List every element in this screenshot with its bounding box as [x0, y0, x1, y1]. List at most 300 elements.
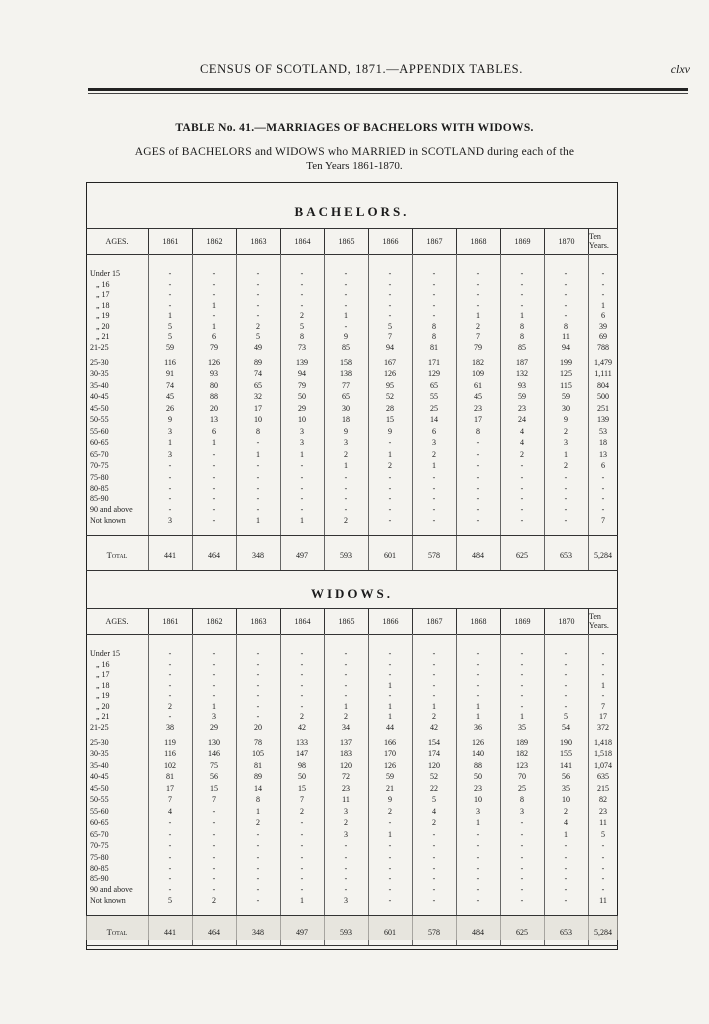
table-cell: - — [432, 516, 436, 525]
table-cell: - — [601, 269, 605, 278]
table-cell: - — [344, 841, 348, 850]
table-cell: 1 — [300, 450, 304, 459]
table-cell: - — [432, 484, 436, 493]
table-cell: 1,111 — [594, 369, 612, 378]
table-cell: - — [564, 702, 568, 711]
table-cell: - — [344, 280, 348, 289]
table-cell: 141 — [560, 761, 572, 770]
table-cell: 155 — [560, 749, 572, 758]
table-cell: 8 — [432, 322, 436, 331]
total-rule-top — [86, 535, 618, 536]
table-cell: 5 — [168, 322, 172, 331]
table-cell: 94 — [298, 369, 306, 378]
table-cell: - — [388, 269, 392, 278]
table-cell: 2 — [564, 427, 568, 436]
table-cell: - — [520, 280, 524, 289]
table-cell: - — [300, 874, 304, 883]
table-cell: 1 — [256, 450, 260, 459]
table-cell: 18 — [342, 415, 350, 424]
total-cell: 593 — [340, 550, 352, 560]
table-cell: 1 — [344, 702, 348, 711]
table-cell: - — [300, 818, 304, 827]
table-cell: - — [212, 494, 216, 503]
table-cell: 4 — [564, 818, 568, 827]
table-cell: 88 — [474, 761, 482, 770]
table-cell: 788 — [597, 343, 609, 352]
table-cell: 17 — [474, 415, 482, 424]
table-cell: 23 — [599, 807, 607, 816]
table-cell: 147 — [296, 749, 308, 758]
table-cell: - — [212, 691, 216, 700]
table-cell: - — [520, 830, 524, 839]
table-cell: - — [300, 670, 304, 679]
table-cell: - — [256, 280, 260, 289]
table-cell: - — [256, 853, 260, 862]
column-header-ages: AGES. — [105, 236, 129, 246]
table-cell: 140 — [472, 749, 484, 758]
table-cell: 1 — [344, 461, 348, 470]
table-cell: 3 — [300, 438, 304, 447]
table-cell: 5 — [256, 332, 260, 341]
table-cell: 6 — [212, 427, 216, 436]
table-cell: - — [476, 461, 480, 470]
table-cell: 11 — [342, 795, 350, 804]
table-cell: - — [212, 280, 216, 289]
table-cell: - — [432, 691, 436, 700]
table-cell: 2 — [256, 322, 260, 331]
table-cell: 1 — [476, 712, 480, 721]
age-label: „ 16 — [96, 660, 110, 669]
table-cell: - — [476, 438, 480, 447]
column-header-year: 1862 — [192, 228, 236, 254]
table-cell: 2 — [432, 712, 436, 721]
table-cell: - — [344, 649, 348, 658]
table-cell: 1,418 — [594, 738, 612, 747]
table-cell: - — [520, 301, 524, 310]
table-cell: - — [168, 290, 172, 299]
table-cell: 187 — [516, 358, 528, 367]
table-cell: - — [300, 505, 304, 514]
table-cell: 50 — [298, 772, 306, 781]
table-cell: 2 — [344, 818, 348, 827]
table-cell: 146 — [208, 749, 220, 758]
table-cell: 10 — [474, 795, 482, 804]
table-cell: 59 — [166, 343, 174, 352]
age-label: 85-90 — [90, 494, 109, 503]
table-cell: 65 — [430, 381, 438, 390]
age-label: 50-55 — [90, 415, 109, 424]
table-cell: - — [520, 494, 524, 503]
table-cell: 8 — [520, 322, 524, 331]
table-cell: - — [601, 885, 605, 894]
table-cell: 53 — [599, 427, 607, 436]
table-cell: - — [212, 807, 216, 816]
table-cell: 23 — [342, 784, 350, 793]
table-cell: 13 — [210, 415, 218, 424]
column-header-ten-years: Ten Years. — [588, 228, 618, 254]
column-header-year: 1870 — [544, 608, 588, 634]
table-cell: - — [388, 841, 392, 850]
age-label: Not known — [90, 516, 126, 525]
table-cell: 8 — [256, 427, 260, 436]
age-label: 35-40 — [90, 381, 109, 390]
table-cell: - — [300, 681, 304, 690]
table-cell: - — [564, 516, 568, 525]
table-cell: 804 — [597, 381, 609, 390]
column-header-year: 1870 — [544, 228, 588, 254]
table-cell: - — [256, 461, 260, 470]
table-cell: 126 — [472, 738, 484, 747]
table-cell: 28 — [386, 404, 394, 413]
table-cell: - — [601, 670, 605, 679]
table-cell: - — [520, 516, 524, 525]
table-cell: 2 — [344, 450, 348, 459]
age-label: 75-80 — [90, 853, 109, 862]
double-rule-bottom — [88, 93, 688, 94]
table-cell: 8 — [300, 332, 304, 341]
table-cell: - — [520, 896, 524, 905]
table-cell: - — [388, 494, 392, 503]
age-label: 75-80 — [90, 473, 109, 482]
table-cell: 91 — [166, 369, 174, 378]
table-cell: 2 — [388, 807, 392, 816]
table-cell: - — [432, 280, 436, 289]
table-cell: 3 — [168, 516, 172, 525]
table-cell: - — [388, 516, 392, 525]
total-cell: 5,284 — [594, 927, 612, 937]
table-cell: 34 — [342, 723, 350, 732]
table-cell: - — [256, 660, 260, 669]
table-cell: - — [564, 280, 568, 289]
table-cell: - — [564, 841, 568, 850]
table-cell: - — [564, 301, 568, 310]
table-cell: - — [388, 853, 392, 862]
table-cell: 4 — [168, 807, 172, 816]
table-cell: - — [300, 473, 304, 482]
header-rule-bottom — [86, 254, 618, 255]
table-cell: - — [520, 885, 524, 894]
table-cell: - — [520, 841, 524, 850]
age-label: 40-45 — [90, 772, 109, 781]
table-cell: 59 — [518, 392, 526, 401]
table-cell: 3 — [344, 830, 348, 839]
table-cell: - — [168, 712, 172, 721]
age-label: 90 and above — [90, 885, 133, 894]
table-cell: 50 — [298, 392, 306, 401]
table-cell: 56 — [562, 772, 570, 781]
table-cell: 3 — [520, 807, 524, 816]
table-cell: - — [564, 473, 568, 482]
table-cell: 18 — [599, 438, 607, 447]
table-cell: - — [476, 896, 480, 905]
table-cell: 1 — [388, 702, 392, 711]
table-cell: - — [212, 311, 216, 320]
total-rule-bottom — [86, 570, 618, 571]
age-label: 30-35 — [90, 369, 109, 378]
table-cell: - — [388, 473, 392, 482]
age-label: 55-60 — [90, 807, 109, 816]
table-cell: - — [476, 885, 480, 894]
table-cell: 15 — [210, 784, 218, 793]
table-cell: - — [300, 830, 304, 839]
table-cell: 139 — [597, 415, 609, 424]
table-cell: - — [168, 853, 172, 862]
table-cell: - — [601, 649, 605, 658]
table-cell: - — [344, 670, 348, 679]
table-cell: 49 — [254, 343, 262, 352]
table-cell: - — [476, 301, 480, 310]
table-cell: - — [168, 461, 172, 470]
table-cell: - — [476, 830, 480, 839]
table-cell: - — [388, 438, 392, 447]
table-cell: - — [564, 660, 568, 669]
table-cell: 89 — [254, 772, 262, 781]
total-cell: 497 — [296, 927, 308, 937]
table-cell: - — [212, 864, 216, 873]
table-cell: - — [344, 301, 348, 310]
table-cell: 1 — [388, 681, 392, 690]
table-cell: 1 — [476, 818, 480, 827]
age-label: „ 19 — [96, 311, 110, 320]
table-cell: - — [432, 494, 436, 503]
table-cell: 2 — [388, 461, 392, 470]
table-cell: - — [564, 681, 568, 690]
table-cell: 79 — [298, 381, 306, 390]
table-cell: 78 — [254, 738, 262, 747]
table-cell: - — [520, 649, 524, 658]
column-header-year: 1861 — [148, 608, 192, 634]
table-cell: 1 — [212, 702, 216, 711]
column-header-year: 1864 — [280, 228, 324, 254]
table-cell: - — [432, 841, 436, 850]
total-cell: 653 — [560, 927, 572, 937]
column-header-year: 1862 — [192, 608, 236, 634]
table-cell: 2 — [300, 712, 304, 721]
table-cell: - — [601, 874, 605, 883]
table-cell: - — [388, 301, 392, 310]
table-cell: - — [601, 290, 605, 299]
table-cell: - — [520, 269, 524, 278]
section-heading — [86, 192, 618, 232]
table-cell: - — [432, 649, 436, 658]
table-cell: - — [564, 896, 568, 905]
age-label: 85-90 — [90, 874, 109, 883]
table-cell: 2 — [256, 818, 260, 827]
table-cell: 189 — [516, 738, 528, 747]
table-cell: - — [300, 691, 304, 700]
table-cell: 6 — [601, 311, 605, 320]
table-cell: 1 — [344, 311, 348, 320]
table-cell: 166 — [384, 738, 396, 747]
table-cell: - — [520, 864, 524, 873]
table-cell: - — [388, 660, 392, 669]
table-cell: - — [256, 269, 260, 278]
column-header-year: 1869 — [500, 228, 544, 254]
table-cell: 2 — [300, 807, 304, 816]
table-cell: - — [476, 853, 480, 862]
table-cell: - — [601, 473, 605, 482]
table-cell: - — [212, 660, 216, 669]
table-cell: 17 — [166, 784, 174, 793]
total-cell: 441 — [164, 550, 176, 560]
table-cell: - — [168, 681, 172, 690]
table-cell: - — [300, 853, 304, 862]
total-label: Total — [106, 550, 128, 560]
table-cell: 1 — [300, 896, 304, 905]
table-cell: - — [476, 473, 480, 482]
table-cell: 5 — [388, 322, 392, 331]
table-cell: 130 — [208, 738, 220, 747]
table-cell: - — [344, 691, 348, 700]
table-cell: - — [256, 649, 260, 658]
table-cell: - — [564, 853, 568, 862]
table-cell: 81 — [254, 761, 262, 770]
table-cell: 79 — [474, 343, 482, 352]
age-label: „ 21 — [96, 712, 110, 721]
age-label: 40-45 — [90, 392, 109, 401]
age-label: 30-35 — [90, 749, 109, 758]
table-cell: 61 — [474, 381, 482, 390]
column-header-year: 1867 — [412, 608, 456, 634]
table-cell: - — [212, 853, 216, 862]
table-cell: 85 — [342, 343, 350, 352]
total-cell: 484 — [472, 550, 484, 560]
age-label: „ 18 — [96, 301, 110, 310]
table-cell: - — [388, 874, 392, 883]
table-cell: - — [212, 269, 216, 278]
table-cell: 20 — [254, 723, 262, 732]
table-cell: - — [256, 691, 260, 700]
table-cell: 6 — [212, 332, 216, 341]
table-cell: - — [212, 885, 216, 894]
table-cell: - — [212, 290, 216, 299]
column-header-year: 1868 — [456, 608, 500, 634]
column-header-year: 1868 — [456, 228, 500, 254]
table-cell: - — [520, 874, 524, 883]
age-label: Under 15 — [90, 649, 120, 658]
column-header-ages: AGES. — [105, 616, 129, 626]
table-cell: - — [432, 830, 436, 839]
table-cell: - — [168, 484, 172, 493]
table-cell: 8 — [432, 332, 436, 341]
total-cell: 601 — [384, 550, 396, 560]
table-cell: - — [300, 702, 304, 711]
table-cell: - — [344, 494, 348, 503]
table-cell: 5 — [564, 712, 568, 721]
table-cell: 93 — [210, 369, 218, 378]
table-cell: 23 — [518, 404, 526, 413]
table-cell: 11 — [562, 332, 570, 341]
table-cell: 52 — [430, 772, 438, 781]
total-cell: 578 — [428, 550, 440, 560]
table-cell: 42 — [298, 723, 306, 732]
table-cell: 24 — [518, 415, 526, 424]
table-cell: 1 — [212, 322, 216, 331]
table-cell: - — [432, 864, 436, 873]
table-cell: 22 — [430, 784, 438, 793]
age-label: Under 15 — [90, 269, 120, 278]
page-number: clxv — [670, 62, 690, 76]
column-header-year: 1866 — [368, 608, 412, 634]
table-cell: 9 — [388, 795, 392, 804]
table-cell: - — [520, 290, 524, 299]
table-cell: 251 — [597, 404, 609, 413]
total-cell: 625 — [516, 550, 528, 560]
table-cell: - — [256, 290, 260, 299]
table-cell: 85 — [518, 343, 526, 352]
table-cell: - — [432, 681, 436, 690]
table-cell: - — [520, 691, 524, 700]
table-cell: 2 — [564, 807, 568, 816]
table-cell: 10 — [562, 795, 570, 804]
table-cell: - — [256, 702, 260, 711]
table-cell: - — [344, 322, 348, 331]
table-cell: - — [300, 280, 304, 289]
table-cell: - — [168, 269, 172, 278]
table-cell: 14 — [430, 415, 438, 424]
table-cell: 94 — [562, 343, 570, 352]
table-cell: - — [300, 301, 304, 310]
table-cell: 129 — [428, 369, 440, 378]
table-cell: - — [601, 280, 605, 289]
table-cell: 10 — [298, 415, 306, 424]
table-cell: 1 — [168, 438, 172, 447]
column-header-year: 1864 — [280, 608, 324, 634]
table-cell: 55 — [430, 392, 438, 401]
age-label: 25-30 — [90, 358, 109, 367]
table-cell: 2 — [432, 450, 436, 459]
table-cell: 3 — [212, 712, 216, 721]
column-header-year: 1863 — [236, 228, 280, 254]
table-cell: 5 — [432, 795, 436, 804]
table-cell: 42 — [430, 723, 438, 732]
table-cell: 7 — [300, 795, 304, 804]
table-cell: - — [476, 450, 480, 459]
table-cell: 2 — [476, 322, 480, 331]
table-cell: 1 — [300, 516, 304, 525]
table-cell: 5 — [168, 332, 172, 341]
table-cell: 30 — [342, 404, 350, 413]
table-cell: 2 — [520, 450, 524, 459]
table-cell: 72 — [342, 772, 350, 781]
table-cell: - — [476, 681, 480, 690]
table-cell: 2 — [300, 311, 304, 320]
table-cell: - — [564, 670, 568, 679]
table-cell: - — [212, 670, 216, 679]
table-cell: - — [388, 818, 392, 827]
table-cell: - — [432, 885, 436, 894]
total-cell: 5,284 — [594, 550, 612, 560]
table-cell: 126 — [384, 369, 396, 378]
total-cell: 441 — [164, 927, 176, 937]
table-cell: 215 — [597, 784, 609, 793]
table-cell: - — [388, 896, 392, 905]
table-cell: - — [212, 874, 216, 883]
table-cell: 2 — [564, 461, 568, 470]
table-cell: 44 — [386, 723, 394, 732]
table-cell: - — [476, 874, 480, 883]
table-cell: 119 — [164, 738, 176, 747]
table-cell: - — [564, 649, 568, 658]
table-cell: 182 — [516, 749, 528, 758]
table-cell: 32 — [254, 392, 262, 401]
table-cell: 5 — [300, 322, 304, 331]
table-cell: 158 — [340, 358, 352, 367]
table-cell: - — [520, 670, 524, 679]
table-cell: - — [256, 484, 260, 493]
table-cell: - — [168, 670, 172, 679]
table-cell: - — [300, 269, 304, 278]
